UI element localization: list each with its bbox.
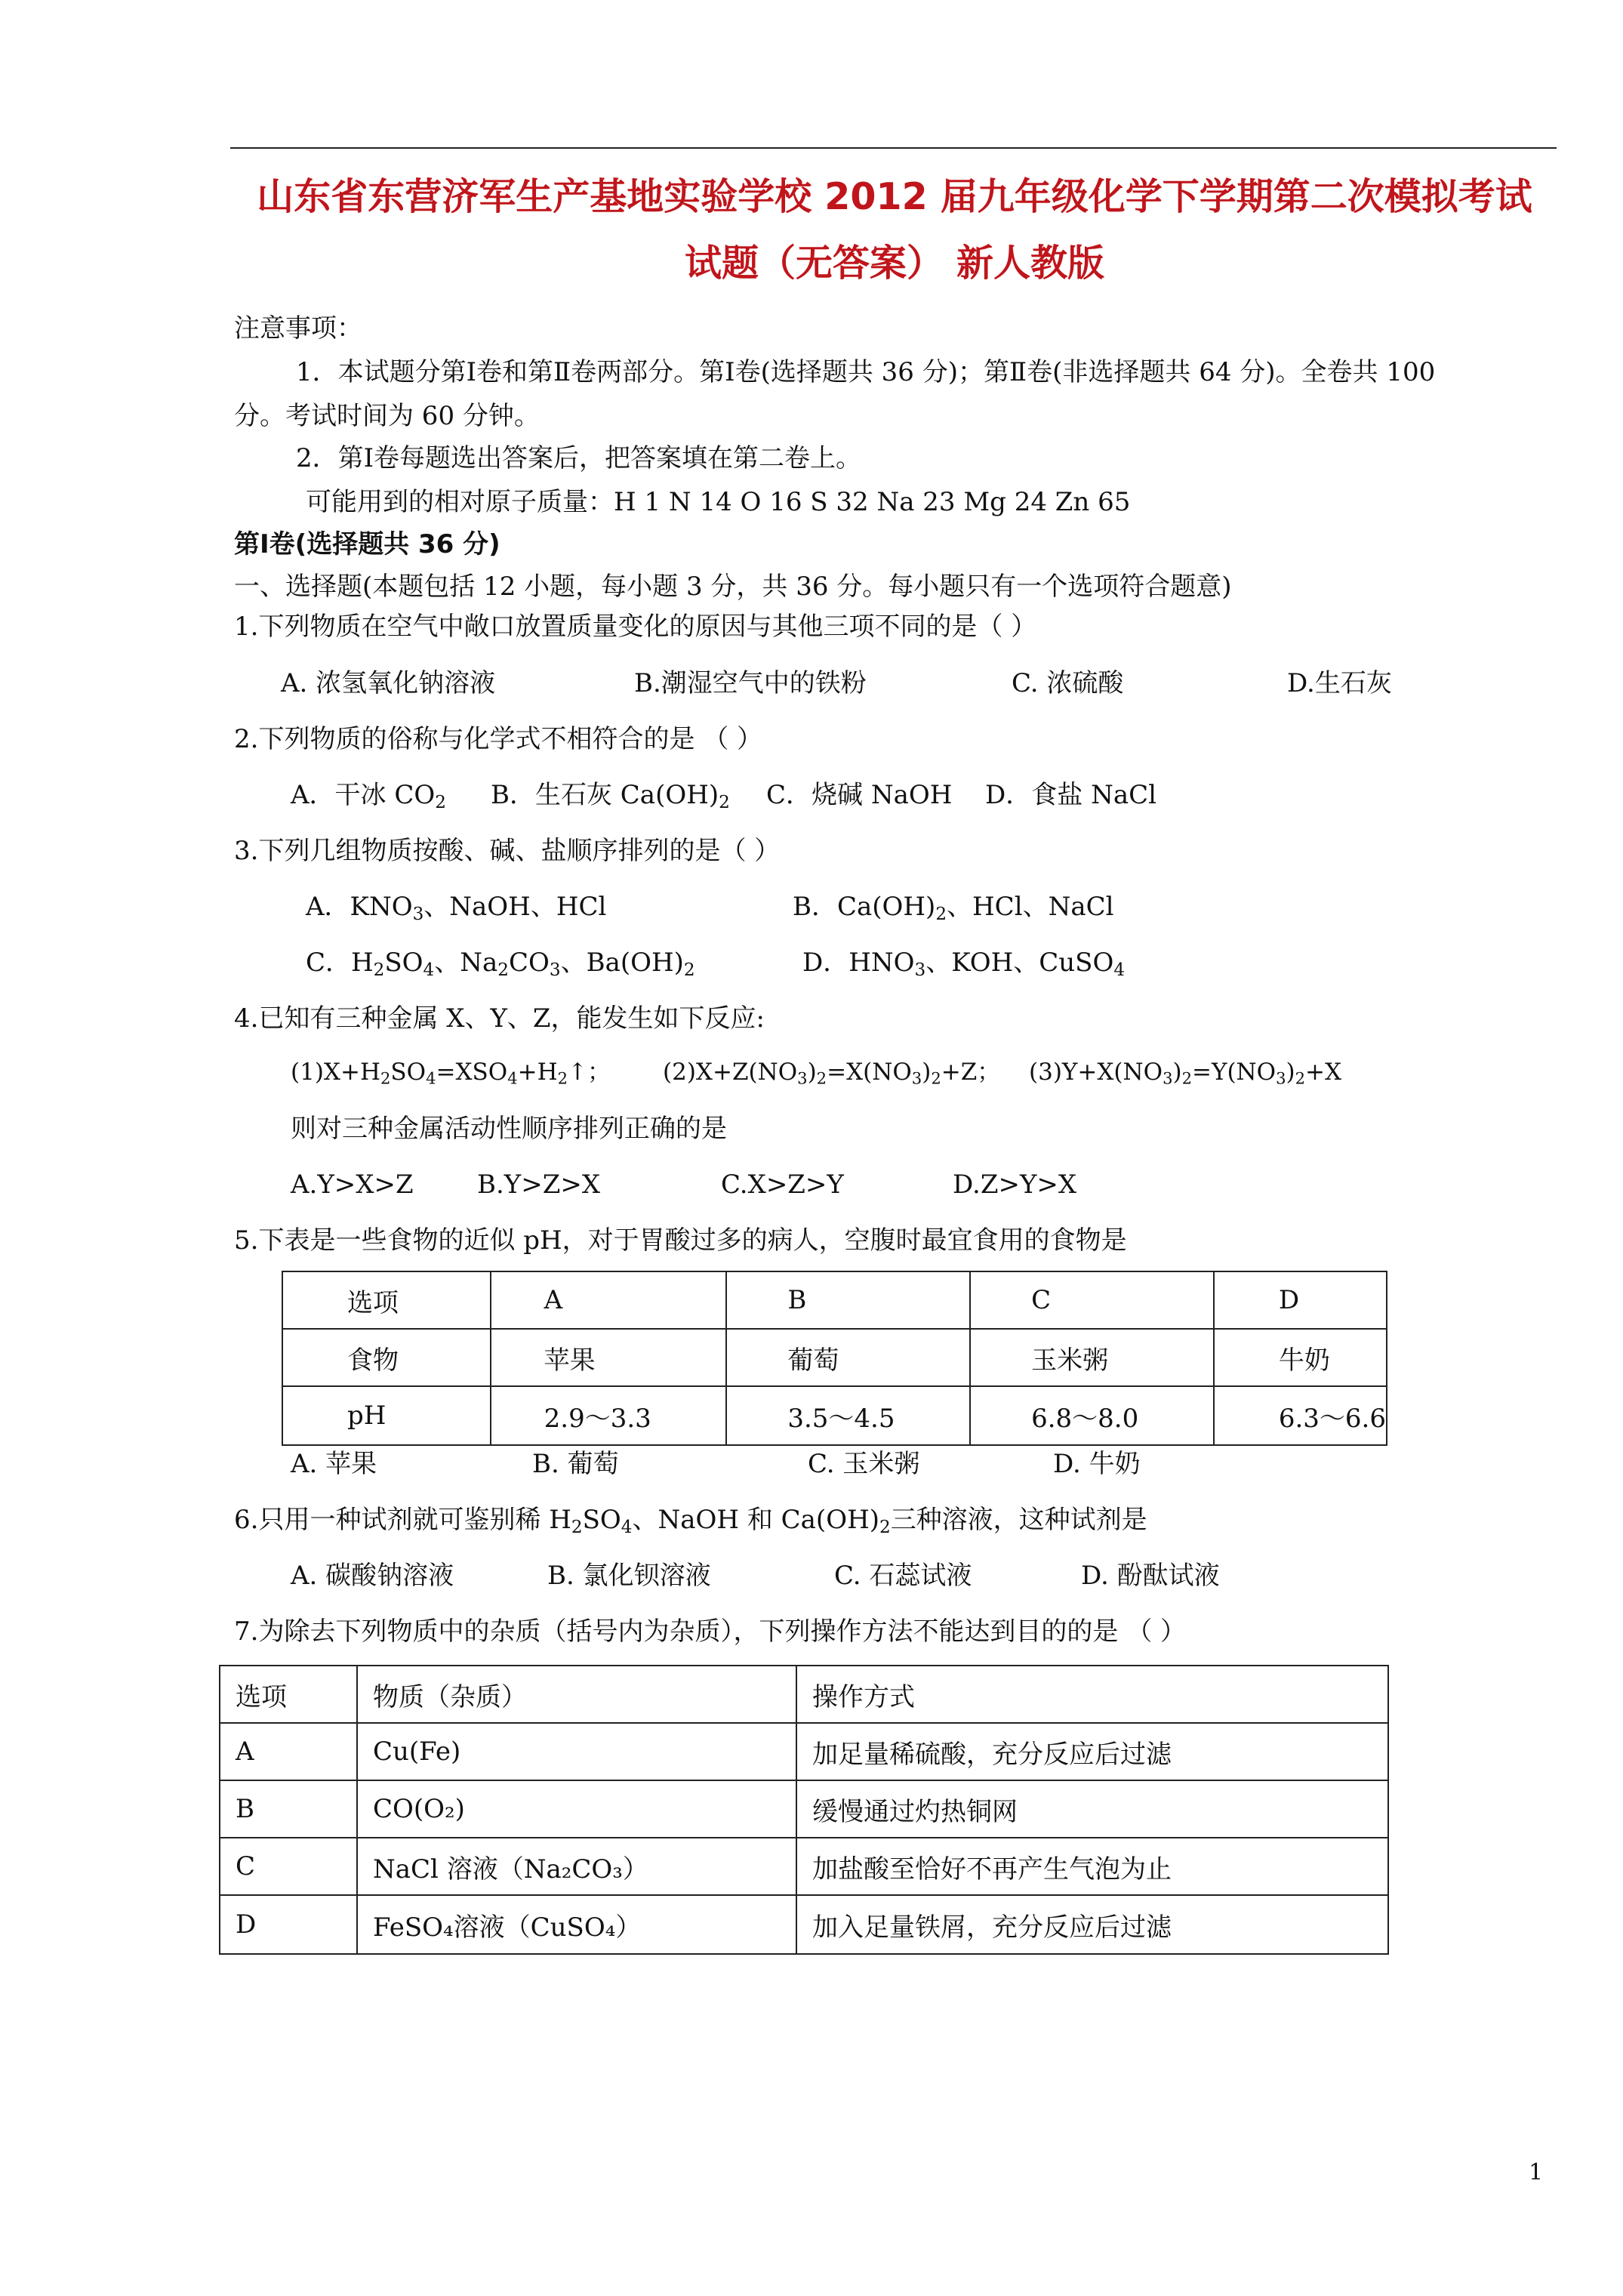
q1-option-a: A. 浓氢氧化钠溶液 <box>281 668 496 698</box>
q6-option-a: A. 碳酸钠溶液 <box>291 1561 454 1591</box>
q6-option-c: C. 石蕊试液 <box>834 1561 972 1591</box>
table-cell: 6.8～8.0 <box>970 1386 1214 1445</box>
q2-stem: 2.下列物质的俗称与化学式不相符合的是 （ ） <box>234 724 763 754</box>
table-cell: 选项 <box>282 1271 491 1329</box>
table-header-cell: 物质（杂质） <box>357 1666 796 1723</box>
q5-option-a: A. 苹果 <box>291 1449 377 1479</box>
table-header-cell: 选项 <box>220 1666 357 1723</box>
notes-heading: 注意事项： <box>234 313 362 344</box>
table-cell: 加盐酸至恰好不再产生气泡为止 <box>796 1838 1388 1895</box>
document-title-line2: 试题（无答案） 新人教版 <box>684 242 1105 285</box>
table-cell: 牛奶 <box>1214 1329 1387 1386</box>
impurity-table <box>219 1665 1389 1955</box>
table-cell: B <box>726 1271 970 1329</box>
table-cell: Cu(Fe) <box>357 1723 796 1780</box>
table-row <box>220 1838 1388 1895</box>
table-cell: 缓慢通过灼热铜网 <box>796 1780 1388 1838</box>
q2-option-c: C．烧碱 NaOH <box>766 780 953 810</box>
table-row <box>220 1780 1388 1838</box>
table-cell: C <box>970 1271 1214 1329</box>
table-cell: 加入足量铁屑，充分反应后过滤 <box>796 1895 1388 1954</box>
table-row <box>220 1723 1388 1780</box>
table-cell: FeSO₄溶液（CuSO₄） <box>357 1895 796 1954</box>
table-cell: A <box>220 1723 357 1780</box>
q6-option-d: D. 酚酞试液 <box>1081 1561 1220 1591</box>
notes-item1-cont: 分。考试时间为 60 分钟。 <box>234 401 540 431</box>
q2-option-d: D．食盐 NaCl <box>985 780 1156 810</box>
q4-question: 则对三种金属活动性顺序排列正确的是 <box>291 1114 727 1144</box>
table-cell: CO(O₂) <box>357 1780 796 1838</box>
q3-option-b: B．$Ca(OH)_2$、HCl、NaCl <box>793 892 1114 924</box>
q5-option-c: C. 玉米粥 <box>808 1449 920 1479</box>
table-cell: NaCl 溶液（Na₂CO₃） <box>357 1838 796 1895</box>
page-number: 1 <box>1529 2159 1544 2186</box>
q6-stem: 6.只用一种试剂就可鉴别稀 $H_2SO_4$、NaOH 和 $Ca(OH)_2$三种溶液，这种试剂是 <box>234 1505 1147 1537</box>
q1-stem: 1.下列物质在空气中敞口放置质量变化的原因与其他三项不同的是（ ） <box>234 612 1037 642</box>
q6-option-b: B. 氯化钡溶液 <box>547 1561 711 1591</box>
table-cell: C <box>220 1838 357 1895</box>
table-cell: 葡萄 <box>726 1329 970 1386</box>
table-cell: D <box>220 1895 357 1954</box>
q1-option-b: B.潮湿空气中的铁粉 <box>634 668 867 698</box>
q3-stem: 3.下列几组物质按酸、碱、盐顺序排列的是（ ） <box>234 836 781 866</box>
q4-stem: 4.已知有三种金属 X、Y、Z，能发生如下反应: <box>234 1003 765 1034</box>
table-cell: 苹果 <box>491 1329 727 1386</box>
q4-reaction-2: $(2)X+Z(NO_3)_2=X(NO_3)_2+Z$； <box>663 1059 1001 1088</box>
q7-stem: 7.为除去下列物质中的杂质（括号内为杂质），下列操作方法不能达到目的的是 （ ） <box>234 1616 1187 1647</box>
table-row <box>282 1271 1387 1329</box>
q4-reaction-3: $(3)Y+X(NO_3)_2=Y(NO_3)_2+X$ <box>1029 1059 1342 1088</box>
q5-option-d: D. 牛奶 <box>1053 1449 1141 1479</box>
q2-option-b: B．生石灰 $Ca(OH)_2$ <box>491 780 730 812</box>
table-cell: B <box>220 1780 357 1838</box>
q5-option-b: B. 葡萄 <box>532 1449 619 1479</box>
part1-heading: 第Ⅰ卷(选择题共 36 分) <box>234 529 500 559</box>
q3-option-c: C．$H_2SO_4$、$Na_2CO_3$、$Ba(OH)_2$ <box>306 948 695 980</box>
table-cell: pH <box>282 1386 491 1445</box>
q5-stem: 5.下表是一些食物的近似 pH，对于胃酸过多的病人，空腹时最宜食用的食物是 <box>234 1225 1127 1256</box>
q1-option-d: D.生石灰 <box>1287 668 1392 698</box>
ph-table <box>282 1271 1387 1446</box>
header-rule <box>230 147 1557 149</box>
table-row <box>282 1329 1387 1386</box>
table-cell: 玉米粥 <box>970 1329 1214 1386</box>
q3-option-d: D．$HNO_3$、KOH、CuSO$_4$ <box>802 948 1126 980</box>
notes-item2: 2．第Ⅰ卷每题选出答案后，把答案填在第二卷上。 <box>296 443 862 473</box>
table-cell: 2.9～3.3 <box>491 1386 727 1445</box>
document-title-line1: 山东省东营济军生产基地实验学校 2012 届九年级化学下学期第二次模拟考试 <box>257 175 1532 218</box>
table-row <box>220 1666 1388 1723</box>
q4-option-d: D.Z>Y>X <box>953 1170 1077 1200</box>
q4-option-b: B.Y>Z>X <box>477 1170 601 1200</box>
table-row <box>282 1386 1387 1445</box>
table-cell: 食物 <box>282 1329 491 1386</box>
q3-option-a: A．$KNO_3$、NaOH、HCl <box>306 892 607 924</box>
table-cell: D <box>1214 1271 1387 1329</box>
table-cell: 6.3～6.6 <box>1214 1386 1387 1445</box>
atomic-masses: 可能用到的相对原子质量：H 1 N 14 O 16 S 32 Na 23 Mg 24 Zn 65 <box>306 487 1131 517</box>
table-cell: A <box>491 1271 727 1329</box>
table-cell: 3.5～4.5 <box>726 1386 970 1445</box>
q4-option-c: C.X>Z>Y <box>721 1170 844 1200</box>
table-cell: 加足量稀硫酸，充分反应后过滤 <box>796 1723 1388 1780</box>
section-heading: 一、选择题(本题包括 12 小题，每小题 3 分，共 36 分。每小题只有一个选项符合题意) <box>234 572 1232 602</box>
q4-reaction-1: $(1)X+H_2SO_4=XSO_4+H_2↑$； <box>291 1059 611 1088</box>
table-row <box>220 1895 1388 1954</box>
table-header-cell: 操作方式 <box>796 1666 1388 1723</box>
q2-option-a: A．干冰 $CO_2$ <box>291 780 446 812</box>
q4-option-a: A.Y>X>Z <box>291 1170 414 1200</box>
notes-item1: 1．本试题分第Ⅰ卷和第Ⅱ卷两部分。第Ⅰ卷(选择题共 36 分)；第Ⅱ卷(非选择题共 64 分)。全卷共 100 <box>296 357 1436 387</box>
q1-option-c: C. 浓硫酸 <box>1012 668 1124 698</box>
